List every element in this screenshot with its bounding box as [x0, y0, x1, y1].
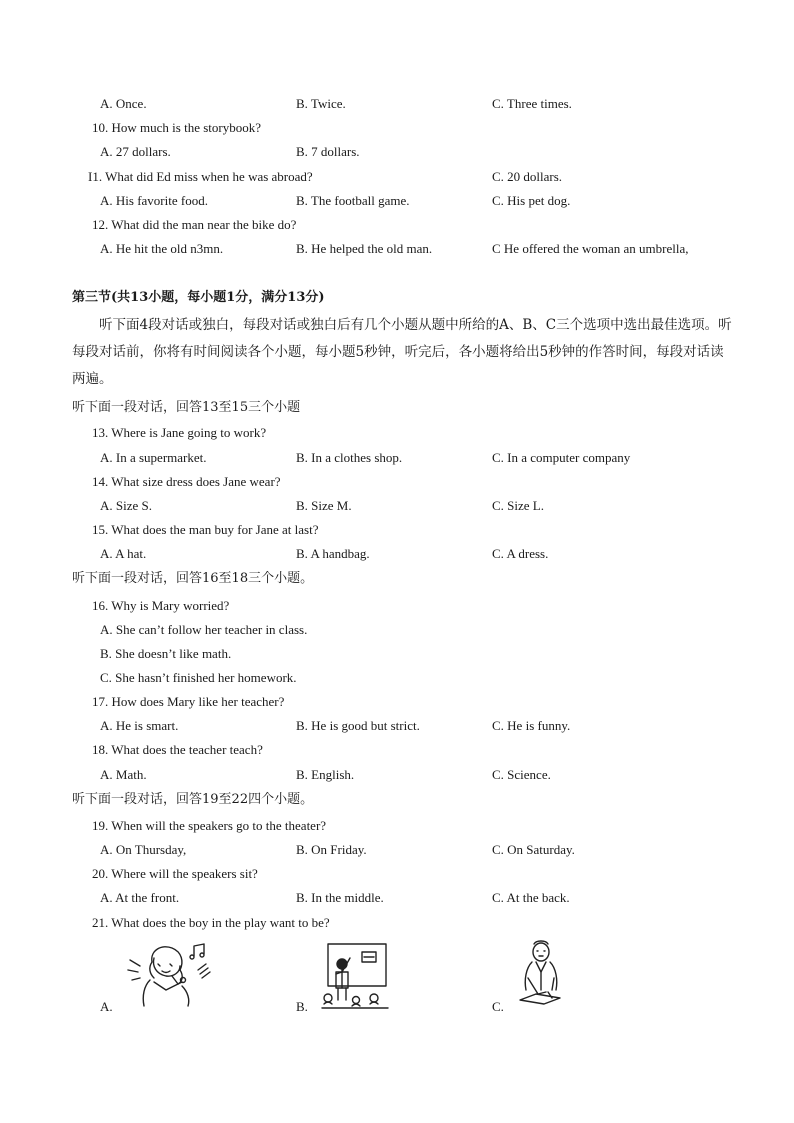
q20-option-a: A. At the front. — [100, 890, 180, 905]
q15-option-a: A. A hat. — [100, 546, 147, 561]
q18-option-a: A. Math. — [100, 767, 147, 782]
q21-option-c-label: C. — [492, 999, 504, 1014]
q14-option-a: A. Size S. — [100, 498, 152, 513]
q19-option-a: A. On Thursday, — [100, 842, 187, 857]
group2-prompt: 听下面一段对话，回答16至18三个小题。 — [72, 571, 314, 586]
writer-picture — [516, 938, 564, 1008]
q17-option-b: B. He is good but strict. — [296, 718, 420, 733]
q15-option-b: B. A handbag. — [296, 546, 370, 561]
q13-option-b: B. In a clothes shop. — [296, 450, 403, 465]
q9-option-c: C. Three times. — [492, 96, 572, 111]
q10-option-b: B. 7 dollars. — [296, 144, 360, 159]
q13-question: 13. Where is Jane going to work? — [92, 425, 267, 440]
q10-question: 10. How much is the storybook? — [92, 120, 261, 135]
q13-option-a: A. In a supermarket. — [100, 450, 207, 465]
q18-question: 18. What does the teacher teach? — [92, 742, 263, 757]
q16-question: 16. Why is Mary worried? — [92, 598, 230, 613]
q12-question: 12. What did the man near the bike do? — [92, 217, 297, 232]
q13-option-c: C. In a computer company — [492, 450, 631, 465]
q11-option-b: B. The football game. — [296, 193, 410, 208]
q15-question: 15. What does the man buy for Jane at last? — [92, 522, 319, 537]
q18-option-c: C. Science. — [492, 767, 551, 782]
q17-option-c: C. He is funny. — [492, 718, 571, 733]
q12-option-c: C He offered the woman an umbrella, — [492, 241, 689, 256]
q14-option-b: B. Size M. — [296, 498, 352, 513]
q11-option-c: C. His pet dog. — [492, 193, 571, 208]
q10-option-a: A. 27 dollars. — [100, 144, 171, 159]
q17-question: 17. How does Mary like her teacher? — [92, 694, 285, 709]
q18-option-b: B. English. — [296, 767, 355, 782]
q17-option-a: A. He is smart. — [100, 718, 179, 733]
group1-prompt: 听下面一段对话，回答13至15三个小题 — [72, 400, 301, 415]
q19-question: 19. When will the speakers go to the theater? — [92, 818, 327, 833]
q16-option-c: C. She hasn’t finished her homework. — [100, 670, 297, 685]
q19-option-c: C. On Saturday. — [492, 842, 575, 857]
q20-option-b: B. In the middle. — [296, 890, 384, 905]
q16-option-b: B. She doesn’t like math. — [100, 646, 232, 661]
q20-question: 20. Where will the speakers sit? — [92, 866, 258, 881]
q15-option-c: C. A dress. — [492, 546, 549, 561]
q19-option-b: B. On Friday. — [296, 842, 367, 857]
q14-question: 14. What size dress does Jane wear? — [92, 474, 281, 489]
q21-option-b-label: B. — [296, 999, 308, 1014]
teacher-picture — [320, 942, 390, 1010]
section3-instructions: 听下面4段对话或独白，每段对话或独白后有几个小题从题中所给的A、B、C三个选项中选出最佳选项。听每段对话前，你将有时间阅读各个小题，每小题5秒钟，听完后，各小题将给出5秒钟的作答时间，每段对话读两遍。 — [72, 317, 732, 387]
q12-option-b: B. He helped the old man. — [296, 241, 433, 256]
q9-option-b: B. Twice. — [296, 96, 346, 111]
q12-option-a: A. He hit the old n3mn. — [100, 241, 224, 256]
section3-heading: 第三节(共13小题，每小题1分，满分13分) — [72, 290, 325, 305]
q11-option-a: A. His favorite food. — [100, 193, 208, 208]
q11-question: I1. What did Ed miss when he was abroad? — [88, 169, 313, 184]
q21-question: 21. What does the boy in the play want to be? — [92, 915, 330, 930]
q9-option-a: A. Once. — [100, 96, 147, 111]
q10-option-c: C. 20 dollars. — [492, 169, 563, 184]
singer-picture — [122, 940, 216, 1008]
q14-option-c: C. Size L. — [492, 498, 544, 513]
q21-option-a-label: A. — [100, 999, 113, 1014]
q16-option-a: A. She can’t follow her teacher in class. — [100, 622, 308, 637]
q20-option-c: C. At the back. — [492, 890, 570, 905]
group3-prompt: 听下面一段对话，回答19至22四个小题。 — [72, 792, 314, 807]
